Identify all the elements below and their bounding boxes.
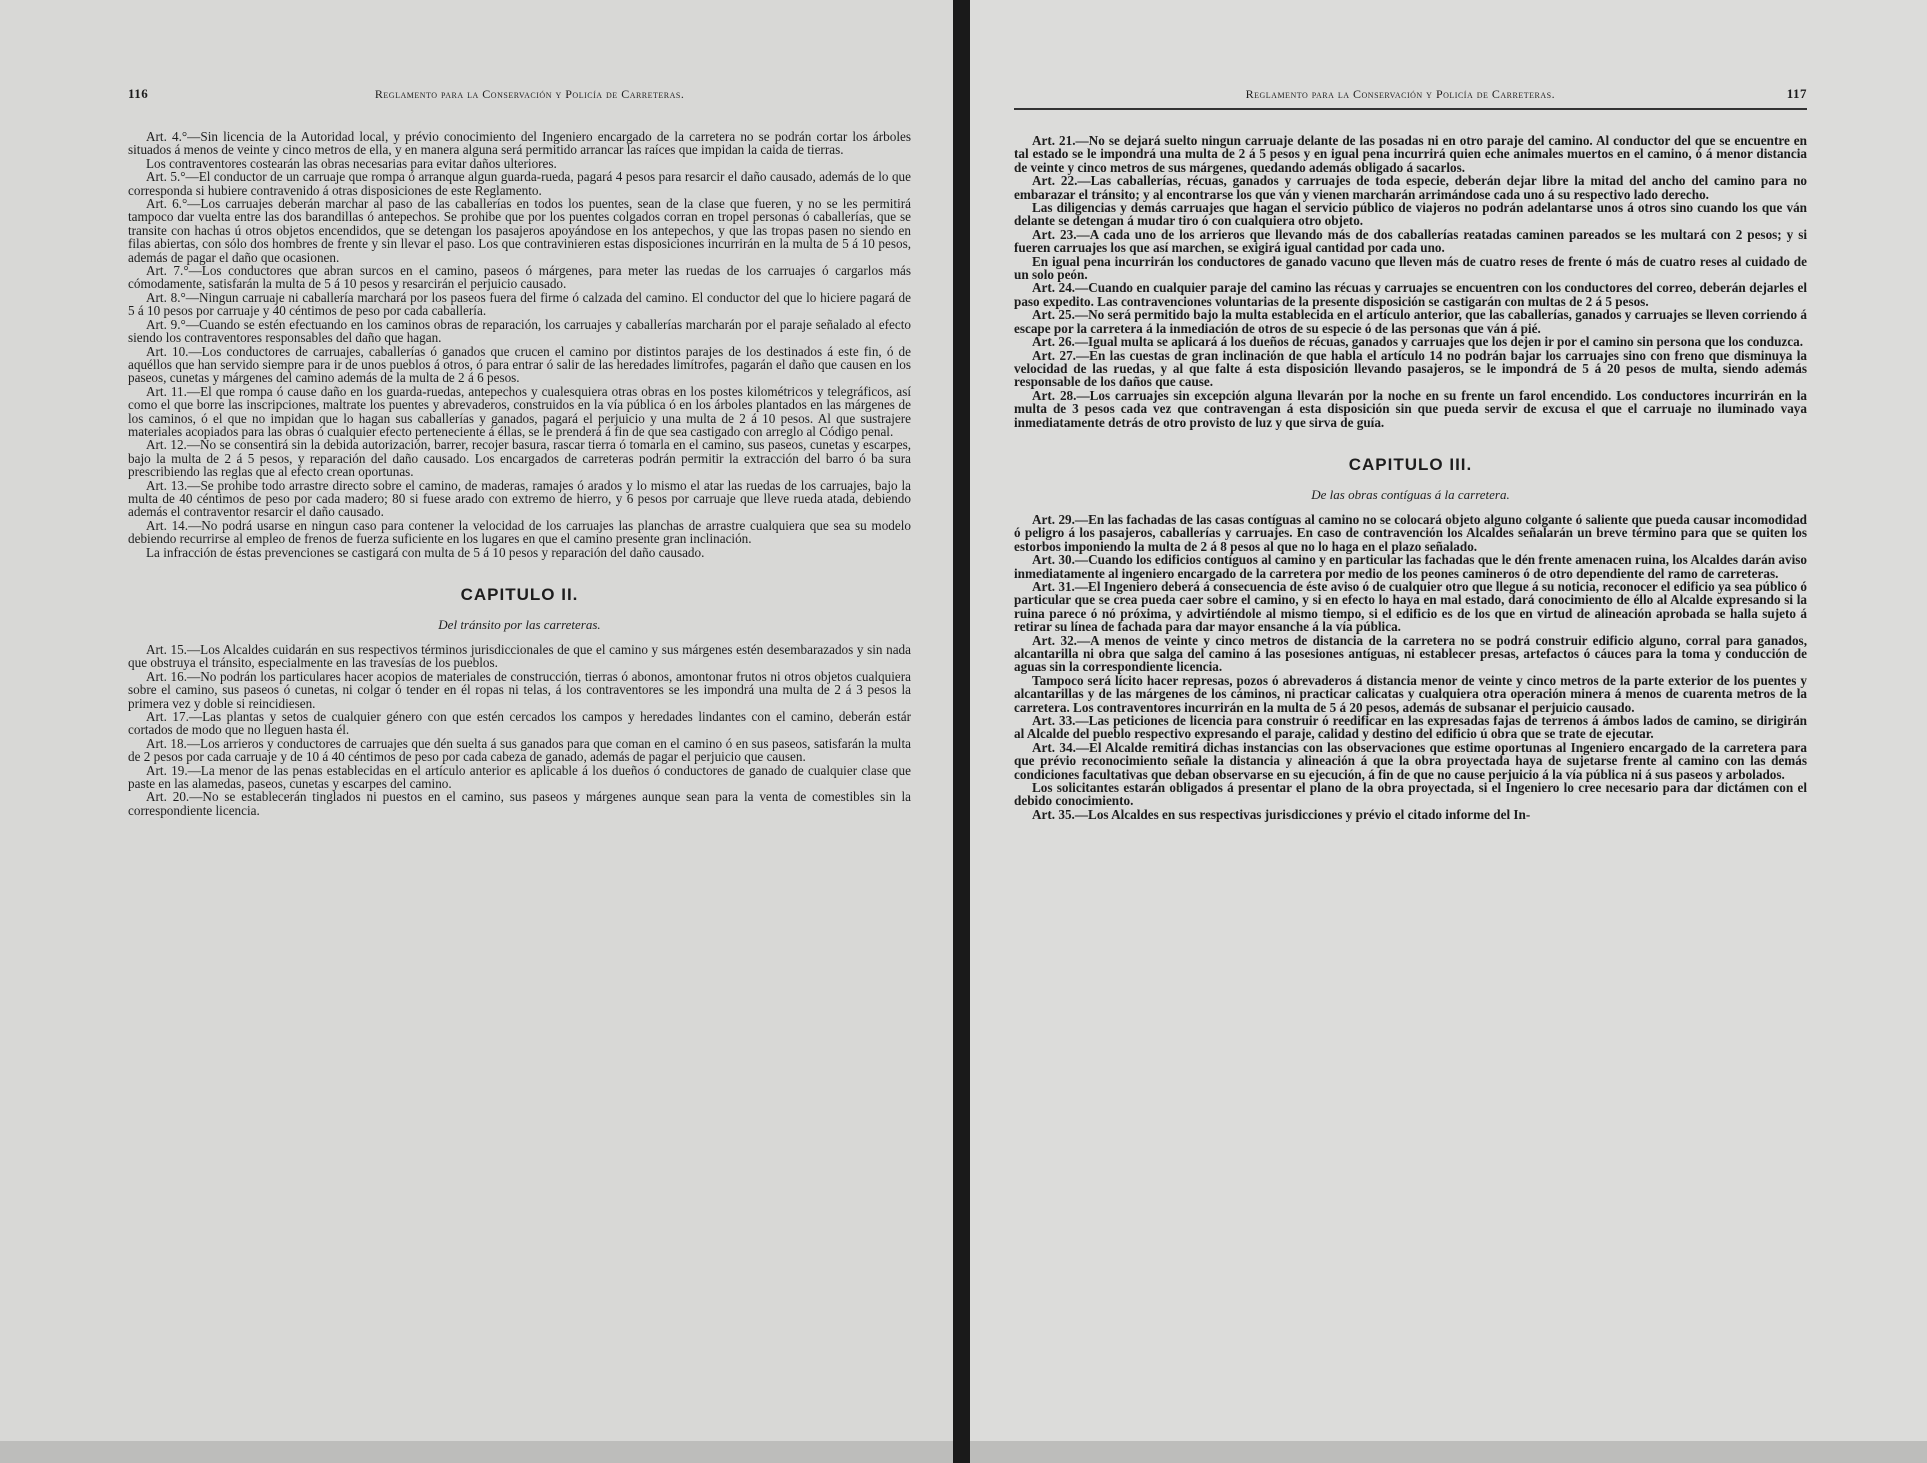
paragraph: Art. 33.—Las peticiones de licencia para construir ó reedificar en las expresadas fajas de terrenos á ámbos lados de camino, se dirigirán al Alcalde del pueblo respectivo expresando el paraje, calidad y destino del edificio ú obra que se trate de ejecutar. (1014, 713, 1807, 742)
paragraph: La infracción de éstas prevenciones se castigará con multa de 5 á 10 pesos y reparación del daño causado. (146, 544, 705, 560)
paragraph: Art. 18.—Los arrieros y conductores de carruajes que dén suelta á sus ganados para que coman en el camino ó en sus paseos, satisfarán la multa de 2 pesos por cada carruaje y de 10 á 40 céntimos de peso por cada cabeza de ganado, además de pagar el perjuicio que causen. (128, 735, 911, 765)
paragraph: Art. 27.—En las cuestas de gran inclinación de que habla el artículo 14 no podrán bajar los carruajes sino con freno que disminuya la velocidad de las ruedas, y al que falte á esta disposición llevando pasajeros, se le impondrá de 5 á 20 pesos de multa, siendo además responsable de los daños que cause. (1014, 347, 1807, 390)
paragraph: Art. 14.—No podrá usarse en ningun caso para contener la velocidad de los carruajes las planchas de arrastre cualquiera que sea su modelo debiendo recurrirse al empleo de frenos de fuerza suficiente en los lugares en que el camino presente gran inclinación. (128, 517, 911, 547)
chapter-title: CAPITULO II. (460, 585, 579, 604)
paragraph: Art. 26.—Igual multa se aplicará á los dueños de récuas, ganados y carruajes que los dejen ir por el camino sin persona que los conduzca. (1032, 334, 1804, 350)
paragraph: Art. 35.—Los Alcaldes en sus respectivas jurisdicciones y prévio el citado informe del In- (1032, 806, 1531, 822)
book-gutter (953, 0, 970, 1463)
paragraph: Art. 10.—Los conductores de carruajes, caballerías ó ganados que crucen el camino por distintos parajes de los destinados á este fin, ó de aquéllos que han servido siempre para ir de unos pueblos á otros, ó para entrar ó salir de las heredades limítrofes, pagarán el daño que causen en los paseos, cunetas y márgenes del camino además de la multa de 2 á 6 pesos. (128, 343, 911, 386)
paragraph: Art. 6.°—Los carruajes deberán marchar al paso de las caballerías en todos los puentes, sean de la clase que fueren, y no se les permitirá tampoco dar vuelta entre las dos barandillas ó antepechos. Se prohibe que por los puentes colgados corran en tropel personas ó caballerías, que se transite con hachas ú otros objetos encendidos, que se detengan los pasajeros apoyándose en los antepechos, y que las tropas pasen no siendo en filas abiertas, con sólo dos hombres de frente y sin llevar el paso. Los que contravinieren estas disposiciones incurrirán en la multa de 5 á 10 pesos, además de pagar el daño que ocasionen. (128, 196, 911, 265)
chapter-subtitle: De las obras contíguas á la carretera. (1311, 486, 1510, 502)
paragraph: En igual pena incurrirán los conductores de ganado vacuno que lleven más de cuatro reses de frente ó más de cuatro reses al cuidado de un solo peón. (1014, 253, 1807, 283)
left-body-before (128, 130, 911, 559)
right-body-before (1014, 134, 1807, 429)
paragraph: Art. 31.—El Ingeniero deberá á consecuencia de éste aviso ó de cualquier otro que llegue á su noticia, reconocer el edificio ya sea público ó particular que se crea pueda caer sobre el camino, y si en efecto lo haya en mal estado, dará conocimiento de éllo al Alcalde expresando si la ruina parece ó nó próxima, y advirtiéndole al mismo tiempo, si el edificio es de los que en virtud de alineación aprobada se halla sujeto á retirar su línea de fachada para dar mayor ensanche á la vía pública. (1014, 578, 1807, 635)
paragraph: Art. 12.—No se consentirá sin la debida autorización, barrer, recojer basura, rascar tierra ó tomarla en el camino, sus paseos, cunetas y escarpes, bajo la multa de 2 á 5 pesos, y reparación del daño causado. Los encargados de carreteras podrán permitir la extracción del barro ó ba sura prescribiendo las reglas que al efecto crean oportunas. (128, 437, 911, 480)
paragraph: Art. 4.°—Sin licencia de la Autoridad local, y prévio conocimiento del Ingeniero encargado de la carretera no se podrán cortar los árboles situados á menos de veinte y cinco metros de ella, y en manera alguna será permitido arrancar las raíces que impidan la caida de tierras. (128, 129, 911, 158)
left-chapter-heading (128, 585, 911, 633)
paragraph: Art. 22.—Las caballerías, récuas, ganados y carruajes de toda especie, deberán dejar libre la mitad del ancho del camino para no embarazar el tránsito; y al encontrarse los que ván y vienen marcharán arrimándose cada uno á su respectivo lado derecho. (1014, 173, 1807, 202)
paragraph: Art. 19.—La menor de las penas establecidas en el artículo anterior es aplicable á los dueños ó conductores de ganado de cualquier clase que paste en las alamedas, paseos, cunetas y escarpes del camino. (128, 762, 911, 792)
left-body-after (128, 643, 911, 817)
right-running-head: Reglamento para la Conservación y Policía de Carreteras. (1245, 87, 1556, 101)
left-page (0, 0, 953, 1463)
right-page-header (1014, 86, 1807, 102)
paragraph: Tampoco será lícito hacer represas, pozos ó abrevaderos á distancia menor de veinte y cinco metros de la parte exterior de los puentes y alcantarillas y de las márgenes de los cáminos, ni practicar calicatas y cualquiera otra operación minera á menos de cuarenta metros de la carretera. Los contraventores incurrirán en la multa de 5 á 20 pesos, además de subsanar el perjuicio causado. (1014, 672, 1807, 715)
paragraph: Art. 25.—No será permitido bajo la multa establecida en el artículo anterior, que las caballerías, ganados y carruajes se lleven corriendo á escape por la carretera á la inmediación de otros de su especie ó de las personas que ván á pié. (1014, 307, 1807, 336)
chapter-subtitle: Del tránsito por las carreteras. (438, 617, 601, 632)
paragraph: Art. 32.—A menos de veinte y cinco metros de distancia de la carretera no se podrá construir edificio alguno, corral para ganados, alcantarilla ni obra que salga del camino á las posesiones antíguas, ni establecer presas, artefactos ó cáuces para la toma y conducción de aguas sin la correspondiente licencia. (1014, 632, 1807, 675)
paragraph: Art. 30.—Cuando los edificios contíguos al camino y en particular las fachadas que le dén frente amenacen ruina, los Alcaldes darán aviso inmediatamente al ingeniero encargado de la carretera por medio de los peones camineros ó de otro dependiente del ramo de carreteras. (1014, 552, 1807, 581)
paragraph: Art. 5.°—El conductor de un carruaje que rompa ó arranque algun guarda-rueda, pagará 4 pesos para resarcir el daño causado, además de lo que corresponda si hubiere contravenido á otras disposiciones de este Reglamento. (128, 169, 911, 198)
paragraph: Art. 23.—A cada uno de los arrieros que llevando más de dos caballerías reatadas caminen pareados se les multará con 2 pesos; y si fueren carruajes los que así marchen, se exigirá igual cantidad por cada uno. (1014, 226, 1807, 256)
chapter-title: CAPITULO III. (1348, 454, 1473, 474)
paragraph: Art. 24.—Cuando en cualquier paraje del camino las récuas y carruajes se encuentren con los conductores del correo, deberán dejarles el paso expedito. Las contravenciones voluntarias de la presente disposición se castigarán con multas de 2 á 5 pesos. (1014, 280, 1807, 309)
paragraph: Art. 34.—El Alcalde remitirá dichas instancias con las observaciones que estime oportunas al Ingeniero encargado de la carretera para que prévio reconocimiento señale la distancia y alineación á que la obra proyectada haya de sujetarse frente al camino con las demás condiciones facultativas que deban observarse en su ejecución, á fin de que no cause perjuicio á la vía pública ni á sus paseos y arbolados. (1014, 739, 1807, 782)
paragraph: Art. 9.°—Cuando se estén efectuando en los caminos obras de reparación, los carruajes y caballerías marcharán por el paraje señalado al efecto siendo los contraventores responsables del daño que hagan. (128, 316, 911, 346)
paragraph: Art. 21.—No se dejará suelto ningun carruaje delante de las posadas ni en otro paraje del camino. Al conductor del que se encuentre en tal estado se le impondrá una multa de 2 á 5 pesos y en igual pena incurrirá quien eche animales muertos en el camino, ó á menor distancia de veinte y cinco metros de sus márgenes, quedando además obligado á sacarlos. (1014, 133, 1807, 175)
right-page-number: 117 (1786, 86, 1807, 101)
paragraph: Las diligencias y demás carruajes que hagan el servicio público de viajeros no podrán adelantarse unos á otros sino cuando los que ván delante se detengan á mudar tiro ó con cualquiera otro objeto. (1014, 200, 1807, 229)
paragraph: Art. 28.—Los carruajes sin excepción alguna llevarán por la noche en su frente un farol encendido. Los conductores incurrirán en la multa de 3 pesos cada vez que contravengan á esta disposición sin que pueda servir de excusa el que el carruaje no iluminado vaya inmediatamente detrás de otro provisto de luz y que sirva de guía. (1014, 387, 1807, 430)
paragraph: Art. 15.—Los Alcaldes cuidarán en sus respectivos términos jurisdiccionales de que el camino y sus márgenes estén desembarazados y sin nada que obstruya el tránsito, especialmente en las travesías de los pueblos. (128, 642, 911, 671)
left-page-header (128, 86, 911, 102)
paragraph: Art. 20.—No se establecerán tinglados ni puestos en el camino, sus paseos y márgenes aunque sean para la venta de comestibles sin la correspondiente licencia. (128, 789, 911, 818)
paragraph: Art. 17.—Las plantas y setos de cualquier género con que estén cercados los campos y heredades lindantes con el camino, deberán estár cortados de modo que no lleguen hasta él. (128, 709, 911, 738)
paragraph: Art. 13.—Se prohibe todo arrastre directo sobre el camino, de maderas, ramajes ó arados y lo mismo el atar las ruedas de los carruajes, bajo la multa de 40 céntimos de peso por cada madero; 80 si fuese arado con extremo de hierro, y 6 pesos por carruaje que lleve rueda atada, debiendo además el contraventor resarcir el daño causado. (128, 477, 911, 520)
paragraph: Art. 8.°—Ningun carruaje ni caballería marchará por los paseos fuera del firme ó calzada del camino. El conductor del que lo hiciere pagará de 5 á 10 pesos por carruaje y 40 céntimos de peso por cada caballería. (128, 289, 911, 319)
left-running-head: Reglamento para la Conservación y Policía de Carreteras. (374, 87, 685, 101)
paragraph: Art. 16.—No podrán los particulares hacer acopios de materiales de construcción, tierras ó abonos, amontonar frutos ni otros objetos cualquiera sobre el camino, sus paseos ó cunetas, ni colgar ó tender en él ropas ni telas, á los contraventores se les impondrá una multa de 2 á 3 pesos la primera vez y doble si reincidiesen. (128, 668, 911, 711)
left-page-number: 116 (128, 86, 149, 101)
paragraph: Art. 11.—El que rompa ó cause daño en los guarda-ruedas, antepechos y cualesquiera otras obras en los postes kilométricos y telegráficos, así como el que borre las inscripciones, maltrate los puentes y abrevaderos, construidos en la vía pública ó en los árboles plantados en las márgenes de los caminos, ó el que no impidan que lo hagan sus caballerías y ganados, pagará el perjuicio y una multa de 2 á 10 pesos. Al que sustrajere materiales acopiados para las obras ó cualquier efecto perteneciente á éllas, se le prenderá á fin de que sea castigado con arreglo al Código penal. (128, 383, 911, 439)
right-body-after (1014, 513, 1807, 821)
right-chapter-heading (1014, 455, 1807, 503)
right-page (970, 0, 1927, 1463)
paragraph: Los solicitantes estarán obligados á presentar el plano de la obra proyectada, si el Ingeniero lo cree necesario para dar dictámen con el debido conocimiento. (1014, 780, 1807, 809)
paragraph: Los contraventores costearán las obras necesarias para evitar daños ulteriores. (146, 155, 557, 171)
header-rule (1014, 108, 1807, 110)
paragraph: Art. 29.—En las fachadas de las casas contíguas al camino no se colocará objeto alguno colgante ó saliente que pueda causar incomodidad ó peligro á los pasajeros, caballerías y carruajes. En caso de contravención los Alcaldes señalarán un breve término para que se quiten los estorbos imponiendo la multa de 2 á 8 pesos al que no lo haga en el plazo señalado. (1014, 511, 1807, 554)
paragraph: Art. 7.°—Los conductores que abran surcos en el camino, paseos ó márgenes, para meter las ruedas de los carruajes ó cargarlos más cómodamente, satisfarán la multa de 5 á 10 pesos y resarcirán el perjuicio causado. (128, 263, 911, 292)
